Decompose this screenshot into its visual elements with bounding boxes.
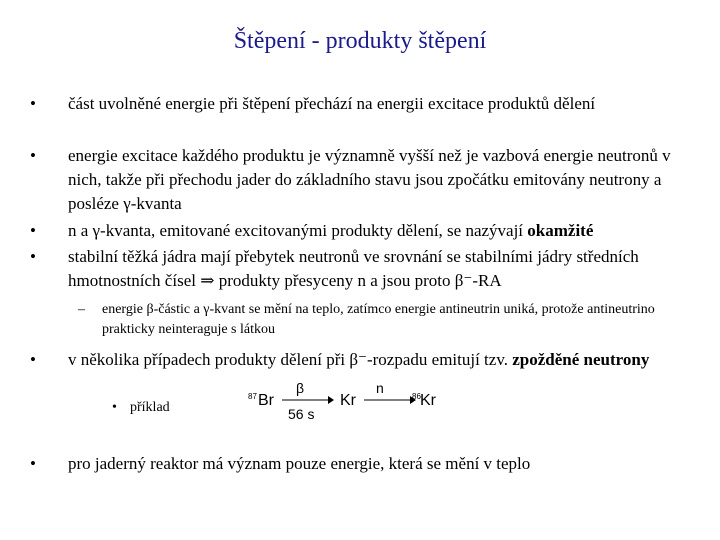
example-marker: • xyxy=(112,400,117,415)
bullet-text: pro jaderný reaktor má význam pouze energie, která se mění v teplo xyxy=(68,454,531,473)
step1-label: β xyxy=(296,380,305,396)
example-label: příklad xyxy=(130,400,170,415)
product-element: Kr xyxy=(420,392,436,409)
bullet-marker: • xyxy=(30,454,36,473)
bullet-marker: • xyxy=(30,247,36,266)
bullet-text: část uvolněné energie při štěpení přechází na energii excitace produktů dělení xyxy=(68,94,596,113)
intermediate-element: Kr xyxy=(340,392,356,409)
bullet-marker: • xyxy=(30,221,36,240)
bullet-text xyxy=(68,348,692,372)
sub-bullet-marker: – xyxy=(78,302,85,317)
decay-arrow-icon xyxy=(282,394,334,406)
sub-bullet-text: energie β-částic a γ-kvant se mění na teplo, zatímco energie antineutrin uniká, protože antineutrino prakticky neinteraguje s látkou xyxy=(102,302,655,337)
bullet-text: energie excitace každého produktu je významně vyšší než je vazbová energie neutronů v nich, takže při přechodu jader do základního stavu jsou zpočátku emitovány neutrony a posléze γ-kvanta xyxy=(68,146,671,213)
bullet-marker: • xyxy=(30,94,36,113)
product-mass-number: 86 xyxy=(412,392,421,401)
bullet-text-plain: v několika případech produkty dělení při β⁻-rozpadu emitují tzv. xyxy=(68,350,513,369)
bullet-text: stabilní těžká jádra mají přebytek neutronů ve srovnání se stabilními jádry středních hmotnostních čísel ⇒ produkty přesyceny n a jsou proto β⁻-RA xyxy=(68,247,639,290)
decay-scheme xyxy=(248,380,448,426)
slide-title: Štěpení - produkty štěpení xyxy=(233,28,487,54)
reactant-element: Br xyxy=(258,392,274,409)
reactant-mass-number: 87 xyxy=(248,392,257,401)
bullet-marker: • xyxy=(30,350,36,369)
neutron-emission-arrow-icon xyxy=(364,394,416,406)
step1-half-life: 56 s xyxy=(288,406,315,422)
bullet-text-plain: n a γ-kvanta, emitované excitovanými produkty dělení, se nazývají xyxy=(68,221,528,240)
bullet-text-bold: okamžité xyxy=(527,221,594,240)
bullet-text xyxy=(68,219,692,243)
bullet-marker: • xyxy=(30,146,36,165)
step2-label: n xyxy=(376,380,384,396)
bullet-text-bold: zpožděné neutrony xyxy=(512,350,650,369)
